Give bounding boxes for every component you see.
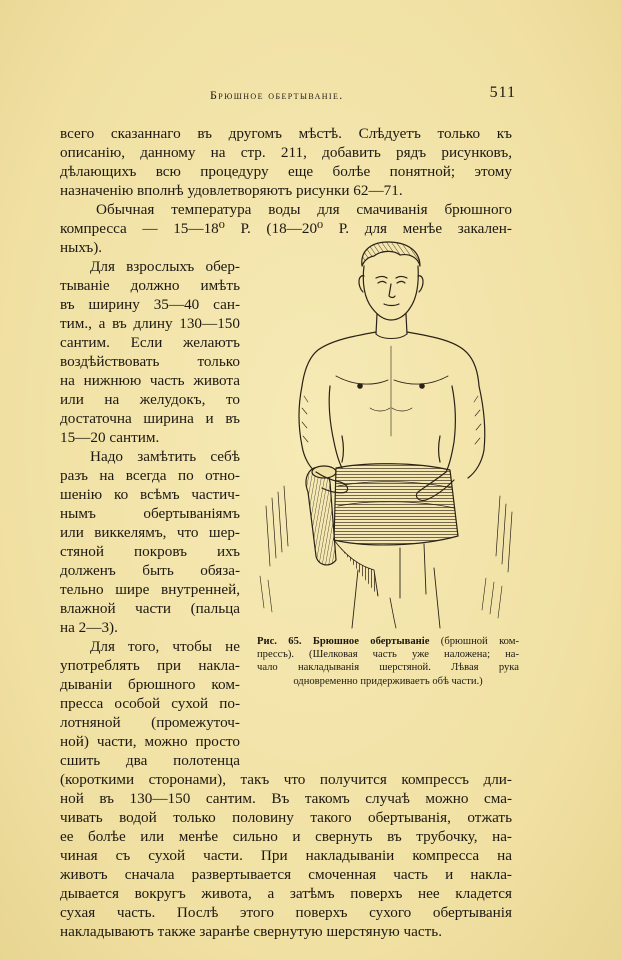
text-line: нымъ обертыванiямъ	[60, 505, 240, 522]
text-line: шенiю ко всѣмъ частич-	[60, 486, 240, 503]
text-line: или на желудокъ, то	[60, 391, 240, 408]
text-line: Для взрослыхъ обер-	[90, 258, 240, 275]
text-line: пресса особой сухой по-	[60, 695, 240, 712]
text-line: компресса — 15—18⁰ Р. (18—20⁰ Р. для менѣе закален-	[60, 220, 512, 237]
text-line: 15—20 сантим.	[60, 429, 160, 446]
text-line: на 2—3).	[60, 619, 118, 636]
text-line: сшить два полотенца	[60, 752, 240, 769]
text-line: на нижнюю часть живота	[60, 372, 240, 389]
text-line: описанiю, данному на стр. 211, добавить рядъ рисунковъ,	[60, 144, 512, 161]
text-line: разъ на всегда по отно-	[60, 467, 240, 484]
text-line: тим., а въ длину 130—150	[60, 315, 240, 332]
text-line: долженъ быть обяза-	[60, 562, 240, 579]
caption-title: Брюшное обертыванiе	[312, 636, 430, 647]
text-line: въ ширину 35—40 сан-	[60, 296, 240, 313]
text-line: накладываютъ также заранѣе свернутую шерстяную часть.	[60, 923, 442, 940]
caption-line1-rest: (брюшной ком-	[440, 636, 520, 647]
text-line: животъ сначала развертывается смоченная часть и накла-	[60, 866, 512, 883]
text-line: дыванiи брюшного ком-	[60, 676, 240, 693]
text-line: ной въ 130—150 сантим. Въ такомъ случаѣ можно сма-	[60, 790, 512, 807]
text-line: дывается вокругъ живота, а затѣмъ поверхъ нее кладется	[60, 885, 512, 902]
figure-caption	[257, 635, 519, 688]
running-title: Брюшное обертыванiе.	[210, 88, 344, 102]
text-line: влажной части (пальца	[60, 600, 240, 617]
caption-line-3: чало накладыванiя шерстяной. Лѣвая рука	[257, 662, 519, 674]
caption-line-2: прессъ). (Шелковая часть уже наложена; на-	[257, 649, 519, 661]
text-line: употреблять при накла-	[60, 657, 240, 674]
text-line: тельно шире внутренней,	[60, 581, 240, 598]
man-abdominal-wrap-engraving	[250, 236, 520, 632]
caption-line-1	[257, 635, 519, 648]
text-line: Надо замѣтить себѣ	[90, 448, 240, 465]
text-line: или виккелямъ, что шер-	[60, 524, 240, 541]
text-line: ныхъ).	[60, 239, 103, 256]
text-line: стяной покровъ ихъ	[60, 543, 240, 560]
text-line: ее болѣе или менѣе сильно и свернуть въ трубочку, на-	[60, 828, 512, 845]
text-line: чиная съ сухой части. При накладыванiи компресса на	[60, 847, 512, 864]
text-line: ной) части, можно просто	[60, 733, 240, 750]
text-line: Обычная температура воды для смачиванiя брюшного	[96, 201, 512, 218]
text-line: всего сказаннаго въ другомъ мѣстѣ. Слѣдуетъ только къ	[60, 125, 512, 142]
page-number: 511	[489, 84, 516, 101]
running-head	[60, 84, 516, 106]
text-line: сухая часть. Послѣ этого поверхъ сухого обертыванiя	[60, 904, 512, 921]
caption-line-4: одновременно придерживаетъ обѣ части.)	[293, 675, 483, 687]
caption-label: Рис. 65.	[257, 636, 302, 647]
text-line: тыванiе должно имѣть	[60, 277, 240, 294]
text-line: воздѣйствовать только	[60, 353, 240, 370]
text-line: лотняной (промежуточ-	[60, 714, 240, 731]
text-line: (короткими сторонами), такъ что получится компрессъ дли-	[60, 771, 512, 788]
figure-illustration	[250, 236, 520, 632]
text-line: чивать водой только половину такого обертыванiя, отжать	[60, 809, 512, 826]
text-line: достаточна ширина и въ	[60, 410, 240, 427]
text-line: назначенiю вполнѣ удовлетворяютъ рисунки 62—71.	[60, 182, 403, 199]
text-line: сантим. Если желаютъ	[60, 334, 240, 351]
text-line: Для того, чтобы не	[90, 638, 240, 655]
text-line: дѣлающихъ всю процедуру еще болѣе понятной; этому	[60, 163, 512, 180]
